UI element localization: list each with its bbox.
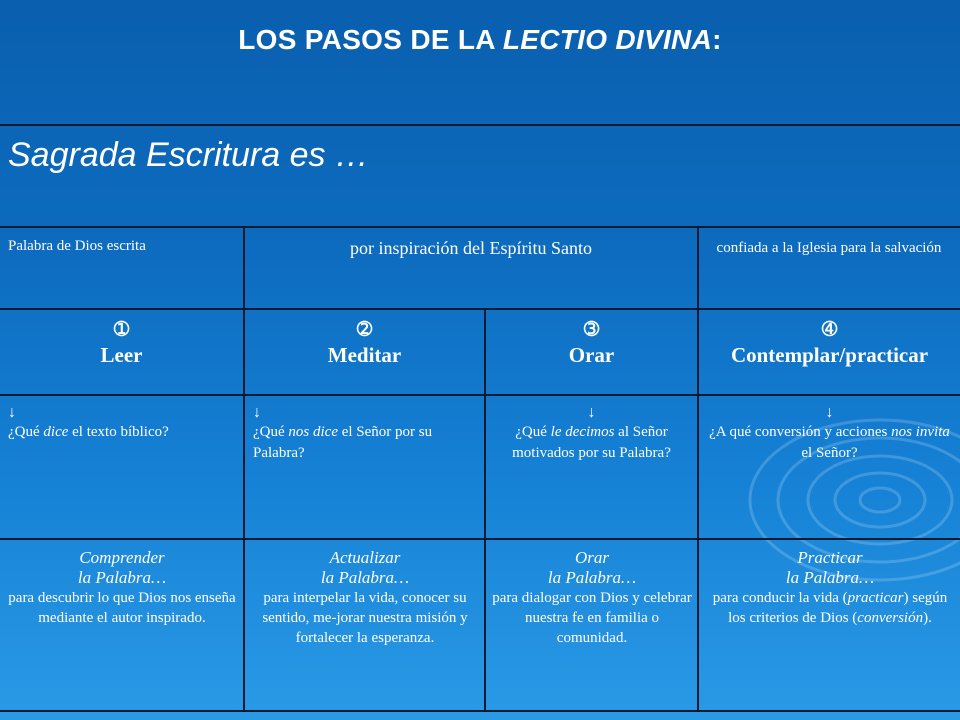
row-divider xyxy=(0,394,960,396)
column-divider xyxy=(697,226,699,712)
question-text: el Señor por su Palabra? xyxy=(253,424,433,461)
slide-title xyxy=(0,24,960,56)
question-emphasis: le decimos xyxy=(550,424,615,440)
question-emphasis: dice xyxy=(43,424,69,440)
row-divider xyxy=(0,538,960,540)
action-emphasis: conversión xyxy=(857,610,924,626)
action-description: para interpelar la vida, conocer su sentido, me-jorar nuestra misión y fortalecer la esperanza. xyxy=(262,590,468,646)
down-arrow-icon: ↓ xyxy=(587,404,596,421)
question-text: ¿Qué xyxy=(515,424,551,440)
title-emphasis: LECTIO DIVINA xyxy=(502,24,713,55)
step-number: ➁ xyxy=(356,319,373,339)
question-leer xyxy=(8,404,240,443)
step-label: Meditar xyxy=(327,343,402,367)
action-subtitle: la Palabra… xyxy=(785,568,875,587)
action-text: ). xyxy=(923,610,932,626)
question-text: al Señor motivados por su Palabra? xyxy=(512,424,671,461)
action-subtitle: la Palabra… xyxy=(320,568,410,587)
action-description xyxy=(704,588,956,628)
action-comprender xyxy=(4,548,240,628)
step-number: ➃ xyxy=(821,319,838,339)
down-arrow-icon: ↓ xyxy=(253,404,261,421)
step-number: ➀ xyxy=(113,319,130,339)
action-subtitle: la Palabra… xyxy=(547,568,637,587)
action-title: Actualizar xyxy=(329,548,401,567)
step-meditar xyxy=(245,318,484,370)
step-label: Contemplar/practicar xyxy=(730,343,929,367)
question-text: el Señor? xyxy=(801,445,858,461)
step-contemplar xyxy=(699,318,960,370)
action-actualizar xyxy=(248,548,482,648)
question-contemplar xyxy=(702,404,957,464)
action-emphasis: practicar xyxy=(847,590,904,606)
question-text: el texto bíblico? xyxy=(68,424,169,440)
column-divider xyxy=(243,226,245,712)
definition-inspiration: por inspiración del Espíritu Santo xyxy=(350,238,592,258)
action-title: Comprender xyxy=(79,548,165,567)
step-label: Leer xyxy=(100,343,143,367)
action-title: Orar xyxy=(574,548,609,567)
action-subtitle: la Palabra… xyxy=(77,568,167,587)
question-meditar xyxy=(253,404,481,464)
title-prefix: LOS PASOS DE LA xyxy=(238,24,503,55)
action-text: para conducir la vida ( xyxy=(712,590,848,606)
down-arrow-icon: ↓ xyxy=(8,404,16,421)
step-leer xyxy=(0,318,243,370)
question-orar xyxy=(488,404,695,464)
down-arrow-icon: ↓ xyxy=(825,404,834,421)
action-text: ) según los criterios de Dios ( xyxy=(728,590,948,626)
definition-church: confiada a la Iglesia para la salvación xyxy=(716,240,942,256)
row-divider xyxy=(0,308,960,310)
action-description: para dialogar con Dios y celebrar nuestra fe en familia o comunidad. xyxy=(492,590,692,646)
step-label: Orar xyxy=(568,343,615,367)
step-number: ➂ xyxy=(583,319,600,339)
row-divider xyxy=(0,226,960,228)
question-emphasis: nos invita xyxy=(891,424,950,440)
question-text: ¿A qué conversión y acciones xyxy=(709,424,892,440)
definition-written-word: Palabra de Dios escrita xyxy=(8,238,146,254)
question-text: ¿Qué xyxy=(253,424,289,440)
table-header: Sagrada Escritura es … xyxy=(8,136,369,174)
question-emphasis: nos dice xyxy=(288,424,338,440)
action-description: para descubrir lo que Dios nos enseña mediante el autor inspirado. xyxy=(8,590,236,626)
action-orar xyxy=(490,548,694,648)
row-divider xyxy=(0,710,960,712)
title-suffix: : xyxy=(712,24,722,55)
action-practicar xyxy=(704,548,956,628)
step-orar xyxy=(486,318,697,370)
action-title: Practicar xyxy=(797,548,863,567)
lectio-divina-table xyxy=(0,124,960,712)
question-text: ¿Qué xyxy=(8,424,44,440)
